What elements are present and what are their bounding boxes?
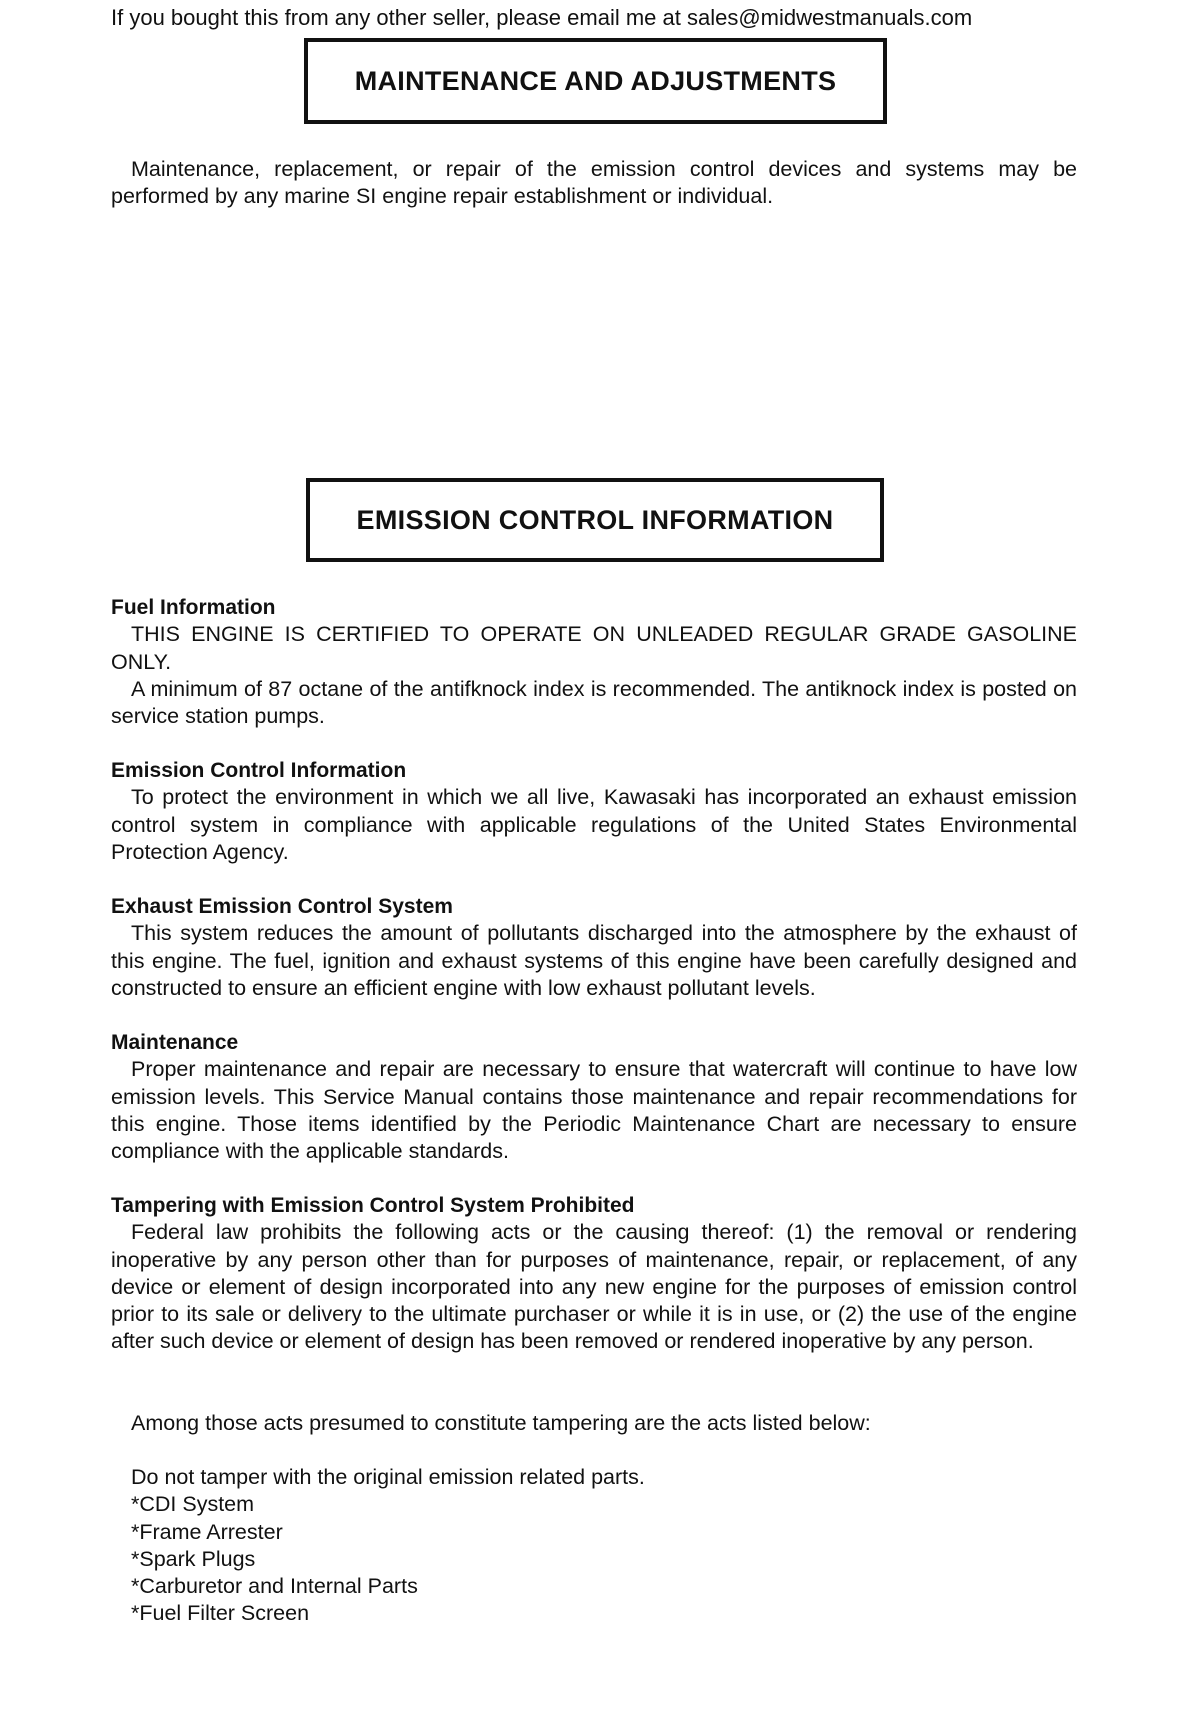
seller-notice: If you bought this from any other seller, please email me at sales@midwestmanuals.com (111, 5, 973, 30)
fuel-certification-text: THIS ENGINE IS CERTIFIED TO OPERATE ON UNLEADED REGULAR GRADE GASOLINE ONLY. (111, 622, 1077, 674)
emission-title: EMISSION CONTROL INFORMATION (356, 504, 834, 535)
maintenance-title: MAINTENANCE AND ADJUSTMENTS (354, 65, 837, 96)
acts-intro-block (111, 1410, 1077, 1437)
list-item: *Spark Plugs (131, 1546, 256, 1571)
tampering-text: Federal law prohibits the following acts or the causing thereof: (1) the removal or rendering inoperative by any person other than for purposes of maintenance, repair, or replacement, of any device or element of design incorporated into any new engine for the purposes of emission control prior to its sale or delivery to the ultimate purchaser or while it is in use, or (2) the use of the engine after such device or element of design has been removed or rendered inoperative by any person. (111, 1220, 1077, 1354)
maintenance-intro-text: Maintenance, replacement, or repair of the emission control devices and systems may be performed by any marine SI engine repair establishment or individual. (111, 157, 1077, 209)
list-item: *Frame Arrester (131, 1519, 283, 1544)
exhaust-emission-heading: Exhaust Emission Control System (111, 895, 453, 918)
parts-intro: Do not tamper with the original emission related parts. (131, 1465, 645, 1489)
emission-control-info-text: To protect the environment in which we all live, Kawasaki has incorporated an exhaust emission control system in compliance with applicable regulations of the United States Environmental Protection Agency. (111, 785, 1077, 864)
list-item: *CDI System (131, 1492, 255, 1517)
fuel-information-section (111, 594, 1077, 730)
acts-intro-text: Among those acts presumed to constitute tampering are the acts listed below: (131, 1411, 871, 1435)
tampering-section (111, 1192, 1077, 1356)
maintenance-title-box (304, 38, 887, 124)
maintenance-intro (111, 156, 1077, 211)
fuel-information-heading: Fuel Information (111, 596, 276, 619)
emission-parts-list (131, 1464, 1031, 1628)
maintenance-text: Proper maintenance and repair are necessary to ensure that watercraft will continue to have low emission levels. This Service Manual contains those maintenance and repair recommendations for this engine. Those items identified by the Periodic Maintenance Chart are necessary to ensure compliance with the applicable standards. (111, 1057, 1077, 1164)
exhaust-emission-section (111, 893, 1077, 1002)
emission-control-info-section (111, 757, 1077, 866)
exhaust-emission-text: This system reduces the amount of pollutants discharged into the atmosphere by the exhaust of this engine. The fuel, ignition and exhaust systems of this engine have been carefully designed and constructed to ensure an efficient engine with low exhaust pollutant levels. (111, 921, 1077, 1000)
octane-text: A minimum of 87 octane of the antifknock index is recommended. The antiknock index is posted on service station pumps. (111, 676, 1077, 729)
list-item: *Fuel Filter Screen (131, 1601, 310, 1626)
emission-control-info-heading: Emission Control Information (111, 759, 407, 782)
list-item: *Carburetor and Internal Parts (131, 1574, 418, 1599)
tampering-heading: Tampering with Emission Control System Prohibited (111, 1194, 635, 1217)
maintenance-section (111, 1029, 1077, 1165)
maintenance-heading: Maintenance (111, 1031, 239, 1054)
emission-title-box (306, 478, 884, 562)
